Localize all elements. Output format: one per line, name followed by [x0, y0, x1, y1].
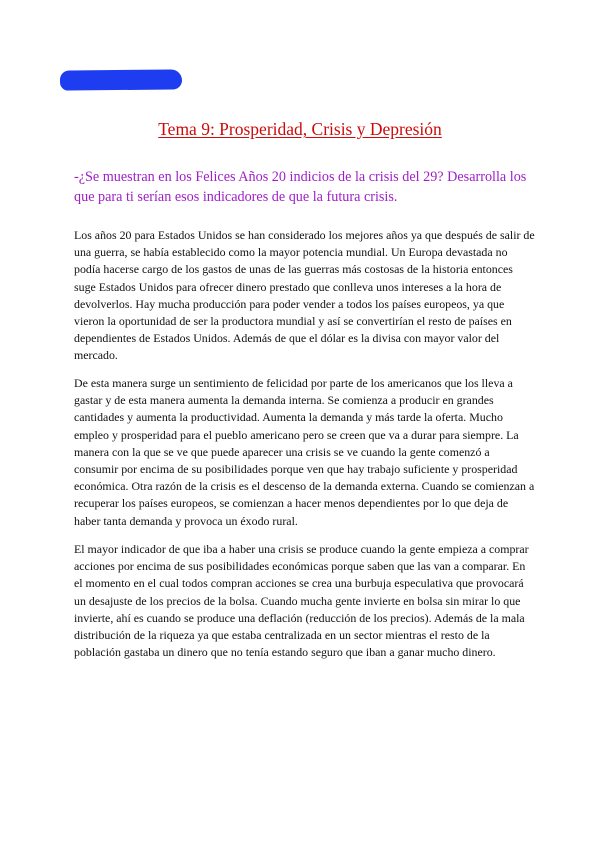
- question-text: -¿Se muestran en los Felices Años 20 indicios de la crisis del 29? Desarrolla los que para ti serían esos indicadores de que la futura crisis.: [74, 169, 527, 205]
- document-title: Tema 9: Prosperidad, Crisis y Depresión: [158, 119, 442, 139]
- paragraph-2: De esta manera surge un sentimiento de felicidad por parte de los americanos que los lleva a gastar y de esta manera aumenta la demanda interna. Se comienza a producir en grandes cantidades y aumenta la productividad. Aumenta la demanda y más tarde la oferta. Mucho empleo y prosperidad para el pueblo americano pero se creen que va a durar para siempre. La manera con la que se ve que puede aparecer una crisis se ve cuando la gente comenzó a consumir por encima de su posibilidades porque ven que hay trabajo suficiente y prosperidad económica. Otra razón de la crisis es el descenso de la demanda externa. Cuando se comienzan a recuperar los países europeos, se comienzan a hacer menos dependientes por lo que deja de haber tanta demanda y provoca un éxodo rural.: [74, 376, 535, 528]
- redaction-mark: [60, 69, 182, 90]
- paragraph-1: Los años 20 para Estados Unidos se han considerado los mejores años ya que después de salir de una guerra, se había establecido como la mayor potencia mundial. Un Europa devastada no podía hacerse cargo de los gastos de unas de las guerras más costosas de la historia entonces suge Estados Unidos para ofrecer dinero prestado que conlleva unos intereses a la hora de devolverlos. Hay mucha producción para poder vender a todos los países europeos, ya que vieron la oportunidad de ser la productora mundial y así se convertirían el resto de países en dependientes de Estados Unidos. Además de que el dólar es la divisa con mayor valor del mercado.: [74, 228, 535, 363]
- paragraph-3: El mayor indicador de que iba a haber una crisis se produce cuando la gente empieza a comprar acciones por encima de sus posibilidades económicas porque saben que las van a comparar. En el momento en el cual todos compran acciones se crea una burbuja especulativa que provocará un desajuste de los precios de la bolsa. Cuando mucha gente invierte en bolsa sin mirar lo que invierte, ahí es cuando se produce una deflación (reducción de los precios). Además de la mala distribución de la riqueza ya que estaba centralizada en un sector mientras el resto de la población gastaba un dinero que no tenía estando seguro que iban a ganar mucho dinero.: [74, 542, 529, 660]
